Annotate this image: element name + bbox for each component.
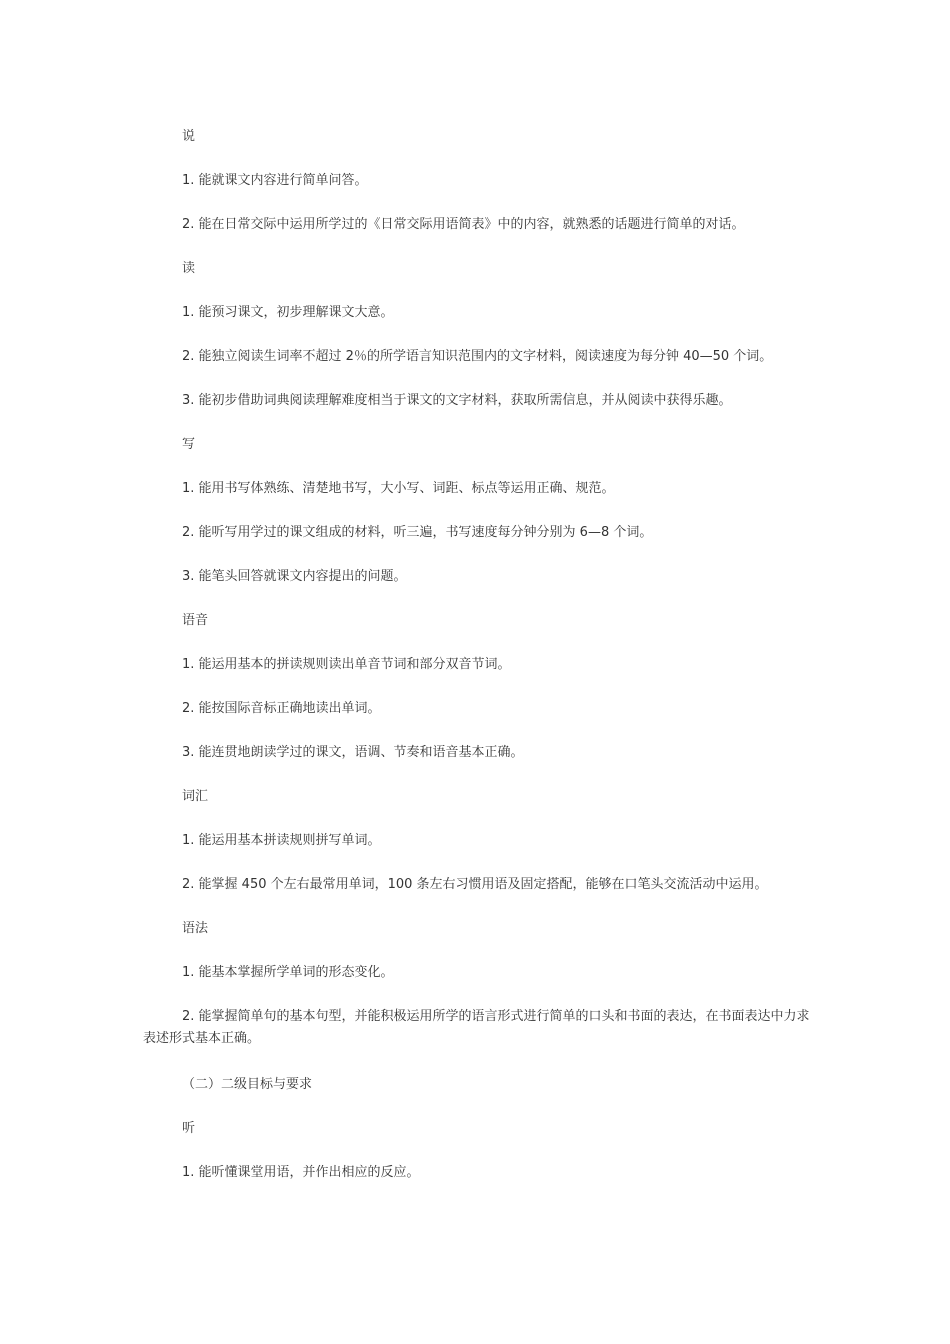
section-heading-grammar: 语法	[182, 921, 209, 936]
paragraph: 2. 能在日常交际中运用所学过的《日常交际用语简表》中的内容，就熟悉的话题进行简单的对话。	[182, 217, 745, 232]
paragraph: 1. 能运用基本拼读规则拼写单词。	[182, 833, 381, 848]
paragraph: 1. 能基本掌握所学单词的形态变化。	[182, 965, 394, 980]
section-heading-speaking: 说	[182, 129, 196, 144]
section-heading-reading: 读	[182, 261, 196, 276]
section-heading-listening: 听	[182, 1121, 196, 1136]
paragraph: 1. 能就课文内容进行简单问答。	[182, 173, 368, 188]
paragraph: 2. 能独立阅读生词率不超过 2％的所学语言知识范围内的文字材料，阅读速度为每分钟 40—50 个词。	[182, 349, 773, 364]
paragraph: 1. 能听懂课堂用语，并作出相应的反应。	[182, 1165, 420, 1180]
paragraph: 1. 能运用基本的拼读规则读出单音节词和部分双音节词。	[182, 657, 511, 672]
paragraph: 3. 能连贯地朗读学过的课文，语调、节奏和语音基本正确。	[182, 745, 524, 760]
section-heading-writing: 写	[182, 437, 196, 452]
paragraph: 2. 能听写用学过的课文组成的材料，听三遍，书写速度每分钟分别为 6—8 个词。	[182, 525, 653, 540]
paragraph: 2. 能按国际音标正确地读出单词。	[182, 701, 381, 716]
paragraph: 1. 能用书写体熟练、清楚地书写，大小写、词距、标点等运用正确、规范。	[182, 481, 615, 496]
paragraph: 2. 能掌握 450 个左右最常用单词，100 条左右习惯用语及固定搭配，能够在口笔头交流活动中运用。	[182, 877, 768, 892]
paragraph: 3. 能初步借助词典阅读理解难度相当于课文的文字材料，获取所需信息，并从阅读中获得乐趣。	[182, 393, 732, 408]
subsection-heading-level-two: （二）二级目标与要求	[182, 1077, 313, 1092]
section-heading-vocabulary: 词汇	[182, 789, 209, 804]
paragraph-wrapped: 2. 能掌握简单句的基本句型，并能积极运用所学的语言形式进行简单的口头和书面的表达，在书面表达中力求表述形式基本正确。	[143, 1009, 810, 1046]
section-heading-phonetics: 语音	[182, 613, 209, 628]
paragraph: 3. 能笔头回答就课文内容提出的问题。	[182, 569, 407, 584]
paragraph: 1. 能预习课文，初步理解课文大意。	[182, 305, 394, 320]
